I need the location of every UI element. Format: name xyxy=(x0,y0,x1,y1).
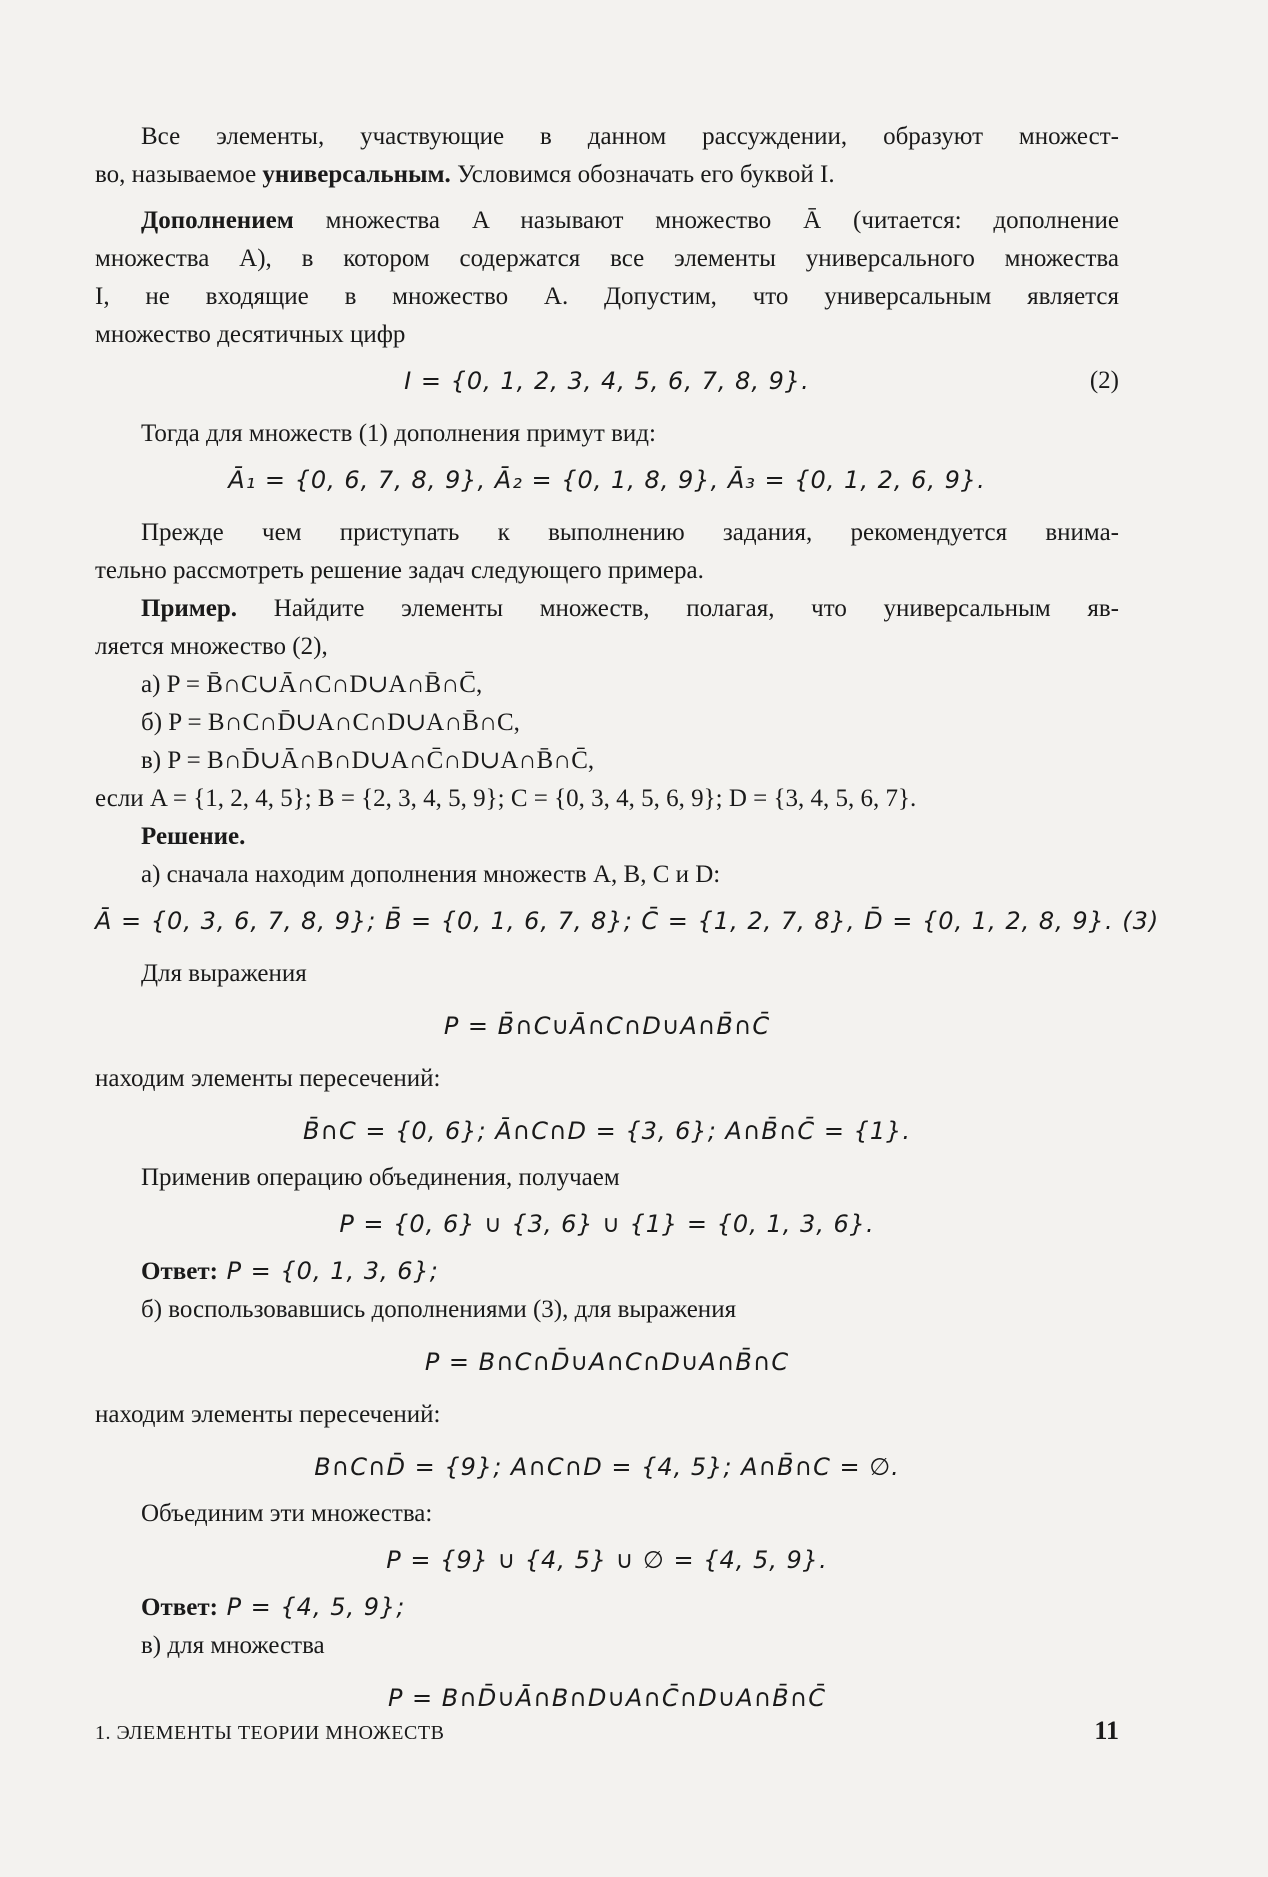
paragraph-line xyxy=(95,202,1119,240)
formula: I = {0, 1, 2, 3, 4, 5, 6, 7, 8, 9}. xyxy=(404,367,810,395)
paragraph-line: I, не входящие в множество A. Допустим, что универсальным является xyxy=(95,283,1119,310)
paragraph-line xyxy=(95,156,1119,194)
example-heading-line xyxy=(95,590,1119,628)
answer-a xyxy=(95,1252,1119,1291)
paragraph-line: находим элементы пересечений: xyxy=(95,1065,441,1092)
expression-a xyxy=(95,1007,1119,1046)
term-universal: универсальным. xyxy=(262,161,451,188)
paragraph-line: Тогда для множеств (1) дополнения примут вид: xyxy=(141,420,656,447)
equation-complements xyxy=(95,461,1119,500)
formula: P = {9} ∪ {4, 5} ∪ ∅ = {4, 5, 9}. xyxy=(386,1546,828,1574)
example-item-c: в) P = B∩D̄∪Ā∩B∩D∪A∩C̄∩D∪A∩B̄∩C̄, xyxy=(141,747,595,774)
text-run: Условимся обозначать его буквой I. xyxy=(450,161,835,188)
union-b xyxy=(95,1541,1119,1580)
paragraph-line: находим элементы пересечений: xyxy=(95,1401,441,1428)
complements-line xyxy=(95,902,1160,941)
union-a xyxy=(95,1205,1119,1244)
equation-number: (2) xyxy=(1089,367,1119,394)
text-run: Найдите элементы множеств, полагая, что универсальным яв- xyxy=(237,595,1119,622)
answer-label: Ответ: xyxy=(141,1258,218,1285)
intersections-b xyxy=(95,1448,1119,1487)
paragraph-line: Объединим эти множества: xyxy=(141,1500,433,1527)
formula: P = {0, 1, 3, 6}; xyxy=(217,1257,439,1285)
example-item-b: б) P = B∩C∩D̄∪A∩C∩D∪A∩B̄∩C, xyxy=(141,709,520,736)
paragraph-line: Для выражения xyxy=(141,960,307,987)
formula: P = B̄∩C∪Ā∩C∩D∪A∩B̄∩C̄ xyxy=(443,1012,771,1040)
text-run: во, называемое xyxy=(95,161,263,188)
text-run: множества A называют множество Ā (читается: дополнение xyxy=(293,207,1119,234)
paragraph-line: в) для множества xyxy=(141,1632,325,1659)
paragraph-line: множества A), в котором содержатся все элементы универсального множества xyxy=(95,245,1119,272)
paragraph-line: а) сначала находим дополнения множеств A, B, C и D: xyxy=(141,861,721,888)
paragraph-line: б) воспользовавшись дополнениями (3), для выражения xyxy=(141,1296,737,1323)
term-complement: Дополнением xyxy=(141,207,294,234)
formula: B̄∩C = {0, 6}; Ā∩C∩D = {3, 6}; A∩B̄∩C̄ = {1}. xyxy=(303,1117,911,1145)
formula: Ā₁ = {0, 6, 7, 8, 9}, Ā₂ = {0, 1, 8, 9}, Ā₃ = {0, 1, 2, 6, 9}. xyxy=(228,466,986,494)
solution-heading xyxy=(95,818,1119,856)
formula: P = {4, 5, 9}; xyxy=(217,1593,406,1621)
formula: Ā = {0, 3, 6, 7, 8, 9}; B̄ = {0, 1, 6, 7, 8}; C̄ = {1, 2, 7, 8}, D̄ = {0, 1, 2, 8, 9}. (3) xyxy=(95,907,1160,935)
formula: B∩C∩D̄ = {9}; A∩C∩D = {4, 5}; A∩B̄∩C = ∅. xyxy=(314,1453,900,1481)
paragraph-line: Применив операцию объединения, получаем xyxy=(141,1164,620,1191)
paragraph-line: тельно рассмотреть решение задач следующего примера. xyxy=(95,557,704,584)
paragraph-line: Прежде чем приступать к выполнению задания, рекомендуется внима- xyxy=(141,519,1119,546)
example-given: если A = {1, 2, 4, 5}; B = {2, 3, 4, 5, 9}; C = {0, 3, 4, 5, 6, 9}; D = {3, 4, 5, 6, 7}. xyxy=(95,785,917,812)
paragraph-line: Все элементы, участвующие в данном рассуждении, образуют множест- xyxy=(141,123,1119,150)
equation-universal xyxy=(95,362,1119,401)
page-number: 11 xyxy=(1094,1716,1119,1745)
paragraph-line: ляется множество (2), xyxy=(95,633,328,660)
example-item-a: а) P = B̄∩C∪Ā∩C∩D∪A∩B̄∩C̄, xyxy=(141,671,483,698)
solution-label: Решение. xyxy=(141,823,246,850)
intersections-a xyxy=(95,1112,1119,1151)
formula: P = B∩C∩D̄∪A∩C∩D∪A∩B̄∩C xyxy=(424,1348,790,1376)
page-body xyxy=(95,118,1160,1718)
example-label: Пример. xyxy=(141,595,238,622)
expression-b xyxy=(95,1343,1119,1382)
formula: P = B∩D̄∪Ā∩B∩D∪A∩C̄∩D∪A∩B̄∩C̄ xyxy=(387,1684,827,1712)
answer-label: Ответ: xyxy=(141,1594,218,1621)
running-title: 1. ЭЛЕМЕНТЫ ТЕОРИИ МНОЖЕСТВ xyxy=(95,1722,445,1744)
page-footer xyxy=(95,1716,1119,1745)
answer-b xyxy=(95,1588,1119,1627)
formula: P = {0, 6} ∪ {3, 6} ∪ {1} = {0, 1, 3, 6}. xyxy=(339,1210,875,1238)
paragraph-line: множество десятичных цифр xyxy=(95,321,406,348)
expression-c xyxy=(95,1679,1119,1718)
